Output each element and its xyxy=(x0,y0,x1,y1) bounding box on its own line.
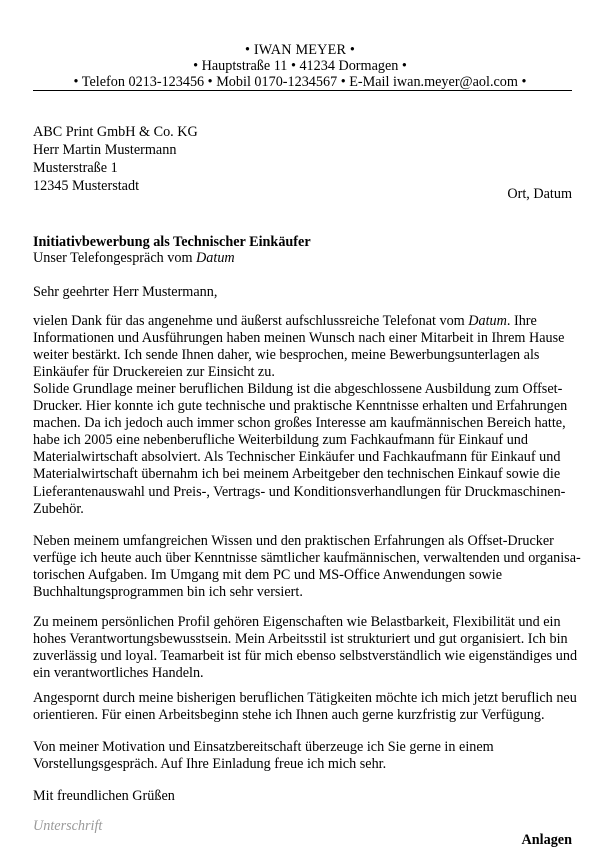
paragraph-line xyxy=(33,313,575,330)
paragraph-line: Materialwirtschaft übernahm ich bei meinem Arbeitgeber den technischen Einkauf sowie die xyxy=(33,466,561,483)
paragraph-line: Buchhaltungsprogrammen bin ich sehr versiert. xyxy=(33,584,303,601)
closing: Mit freundlichen Grüßen xyxy=(33,788,175,804)
paragraph-line: Vorstellungsgespräch. Auf Ihre Einladung freue ich mich sehr. xyxy=(33,756,387,773)
paragraph-text: vielen Dank für das angenehme und äußerst aufschlussreiche Telefonat vom xyxy=(33,313,469,329)
paragraph-4 xyxy=(33,614,578,682)
paragraph-line: Informationen und Ausführungen haben meinen Wunsch nach einer Mitarbeit in Ihrem Hause xyxy=(33,330,565,347)
paragraph-text: . Ihre xyxy=(506,313,537,329)
paragraph-line: ein verantwortliches Handeln. xyxy=(33,665,204,682)
signature-placeholder: Unterschrift xyxy=(33,818,103,834)
recipient-company: ABC Print GmbH & Co. KG xyxy=(33,124,198,140)
subject-reference-text: Unser Telefongespräch vom xyxy=(33,250,197,266)
paragraph-line: weiter bestärkt. Ich sende Ihnen daher, wie besprochen, meine Bewerbungsunterlagen als xyxy=(33,347,540,364)
attachments-label: Anlagen xyxy=(521,832,572,848)
subject-reference-date: Datum xyxy=(196,250,235,266)
paragraph-line: Von meiner Motivation und Einsatzbereitschaft überzeuge ich Sie gerne in einem xyxy=(33,739,494,755)
paragraph-6 xyxy=(33,739,575,773)
place-date: Ort, Datum xyxy=(507,186,572,202)
paragraph-5 xyxy=(33,690,575,724)
paragraph-line: Zu meinem persönlichen Profil gehören Eigenschaften wie Belastbarkeit, Flexibilität und ein xyxy=(33,614,561,630)
paragraph-line: Angespornt durch meine bisherigen beruflichen Tätigkeiten möchte ich mich jetzt beruflich neu xyxy=(33,690,577,706)
paragraph-line: Einkäufer für Druckereien zur Einsicht zu. xyxy=(33,364,275,381)
recipient-person: Herr Martin Mustermann xyxy=(33,142,177,158)
paragraph-3 xyxy=(33,533,581,601)
paragraph-line: Lieferantenauswahl und Preis-, Vertrags- und Konditionsverhandlungen für Druckmaschinen- xyxy=(33,483,566,500)
paragraph-line: habe ich 2005 eine nebenberufliche Weiterbildung zum Fachkaufmann für Einkauf und xyxy=(33,432,528,449)
paragraph-line: Zubehör. xyxy=(33,500,84,517)
recipient-address xyxy=(33,123,198,195)
subject-line: Initiativbewerbung als Technischer Einkäufer xyxy=(33,234,311,250)
recipient-street: Musterstraße 1 xyxy=(33,160,118,176)
paragraph-2 xyxy=(33,381,575,518)
paragraph-line: orientieren. Für einen Arbeitsbeginn stehe ich Ihnen auch gerne kurzfristig zur Verfügung. xyxy=(33,707,545,724)
paragraph-line: zuverlässig und loyal. Teamarbeit ist für mich ebenso selbstverständlich wie eigenständiges und xyxy=(33,648,578,665)
paragraph-line: Neben meinem umfangreichen Wissen und den praktischen Erfahrungen als Offset-Drucker xyxy=(33,533,554,549)
paragraph-date: Datum xyxy=(468,313,507,329)
paragraph-line: Materialwirtschaft absolviert. Als Technischer Einkäufer und Fachkaufmann für Einkauf und xyxy=(33,449,561,466)
subject-reference xyxy=(33,250,235,267)
salutation: Sehr geehrter Herr Mustermann, xyxy=(33,284,218,300)
sender-address: • Hauptstraße 11 • 41234 Dormagen • xyxy=(193,58,407,74)
header-divider xyxy=(33,90,572,91)
paragraph-line: verfüge ich heute auch über Kenntnisse sämtlicher kaufmännischen, verwaltenden und organisa- xyxy=(33,550,581,567)
sender-name: • IWAN MEYER • xyxy=(244,42,356,58)
paragraph-line: machen. Da ich jedoch auch immer schon großes Interesse am kaufmännischen Bereich hatte, xyxy=(33,415,566,432)
paragraph-line: torischen Aufgaben. Im Umgang mit dem PC und MS-Office Anwendungen sowie xyxy=(33,567,503,584)
recipient-city: 12345 Musterstadt xyxy=(33,178,140,194)
paragraph-1 xyxy=(33,313,575,381)
paragraph-line: hohes Verantwortungsbewusstsein. Mein Arbeitsstil ist strukturiert und gut organisiert. Ich bin xyxy=(33,631,568,648)
paragraph-line: Solide Grundlage meiner beruflichen Bildung ist die abgeschlossene Ausbildung zum Offset- xyxy=(33,381,563,397)
paragraph-line: Drucker. Hier konnte ich gute technische und praktische Kenntnisse erhalten und Erfahrungen xyxy=(33,398,568,415)
sender-contact: • Telefon 0213-123456 • Mobil 0170-1234567 • E-Mail iwan.meyer@aol.com • xyxy=(73,74,527,90)
